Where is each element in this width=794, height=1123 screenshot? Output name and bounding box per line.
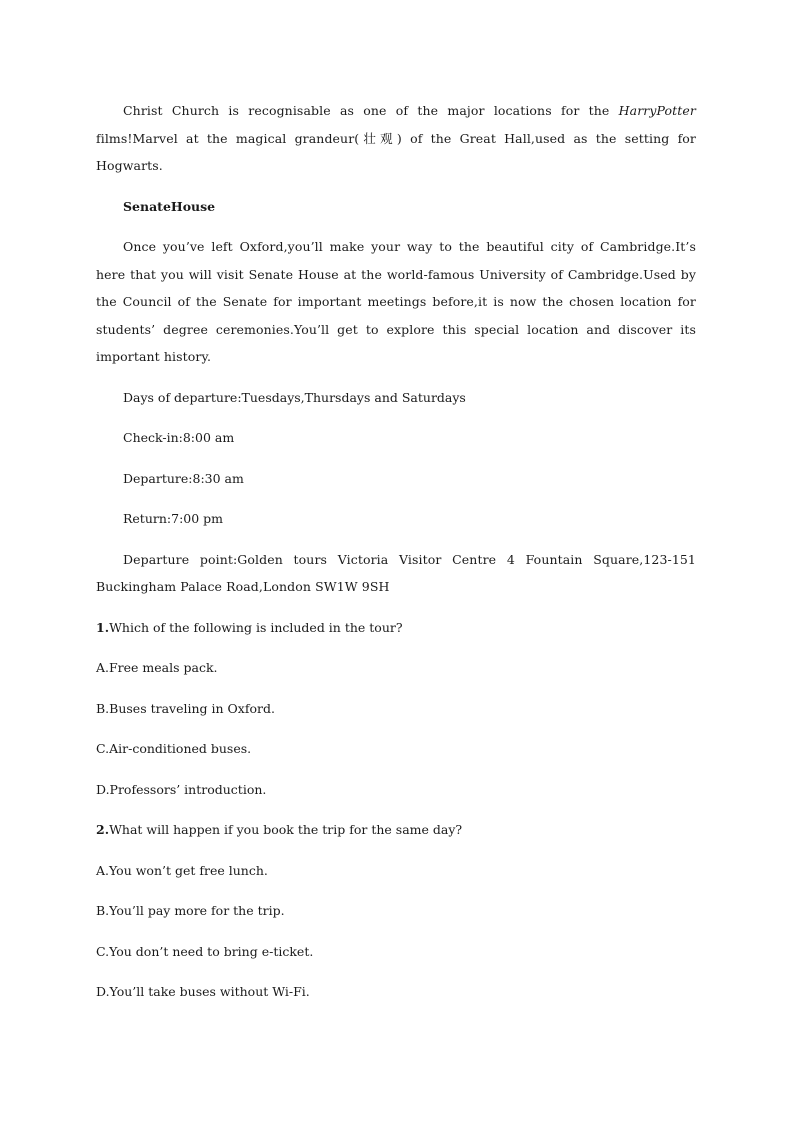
intro-text-after: films!Marvel at the magical grandeur(壮观) of the Great Hall,used as the setting for Hogwarts. bbox=[96, 130, 696, 173]
intro-text-before: Christ Church is recognisable as one of the major locations for the bbox=[123, 103, 619, 118]
film-title: HarryPotter bbox=[618, 103, 696, 118]
question-number: 2. bbox=[96, 822, 110, 837]
departure-point: Departure point:Golden tours Victoria Visitor Centre 4 Fountain Square,123-151 Buckingham Palace Road,London SW1W 9SH bbox=[96, 551, 696, 594]
option-2a: A.You won’t get free lunch. bbox=[96, 862, 268, 878]
return-time: Return:7:00 pm bbox=[123, 511, 224, 526]
departure-time: Departure:8:30 am bbox=[123, 470, 244, 486]
option-1d: D.Professors’ introduction. bbox=[96, 781, 267, 797]
question-1 bbox=[96, 614, 696, 642]
document-page bbox=[96, 97, 696, 1019]
section-heading-senate-house: SenateHouse bbox=[123, 198, 216, 214]
option-2b: B.You’ll pay more for the trip. bbox=[96, 903, 285, 918]
question-2 bbox=[96, 816, 696, 844]
question-text: What will happen if you book the trip for the same day? bbox=[109, 822, 463, 837]
checkin-time: Check-in:8:00 am bbox=[123, 430, 235, 445]
departure-days: Days of departure:Tuesdays,Thursdays and Saturdays bbox=[123, 389, 466, 405]
question-text: Which of the following is included in the tour? bbox=[109, 619, 403, 635]
option-2d: D.You’ll take buses without Wi-Fi. bbox=[96, 984, 310, 999]
option-1a: A.Free meals pack. bbox=[96, 660, 218, 675]
option-1b: B.Buses traveling in Oxford. bbox=[96, 700, 275, 716]
option-1c: C.Air-conditioned buses. bbox=[96, 741, 252, 756]
option-2c: C.You don’t need to bring e-ticket. bbox=[96, 943, 314, 959]
question-number: 1. bbox=[96, 619, 110, 635]
intro-paragraph bbox=[96, 97, 696, 180]
senate-paragraph: Once you’ve left Oxford,you’ll make your way to the beautiful city of Cambridge.It’s here that you will visit Senate House at the world-famous University of Cambridge.Used by the Council of the Senate for important meetings before,it is now the chosen location for students’ degree ceremonies.You’ll get to explore this special location and discover its important history. bbox=[96, 239, 696, 364]
